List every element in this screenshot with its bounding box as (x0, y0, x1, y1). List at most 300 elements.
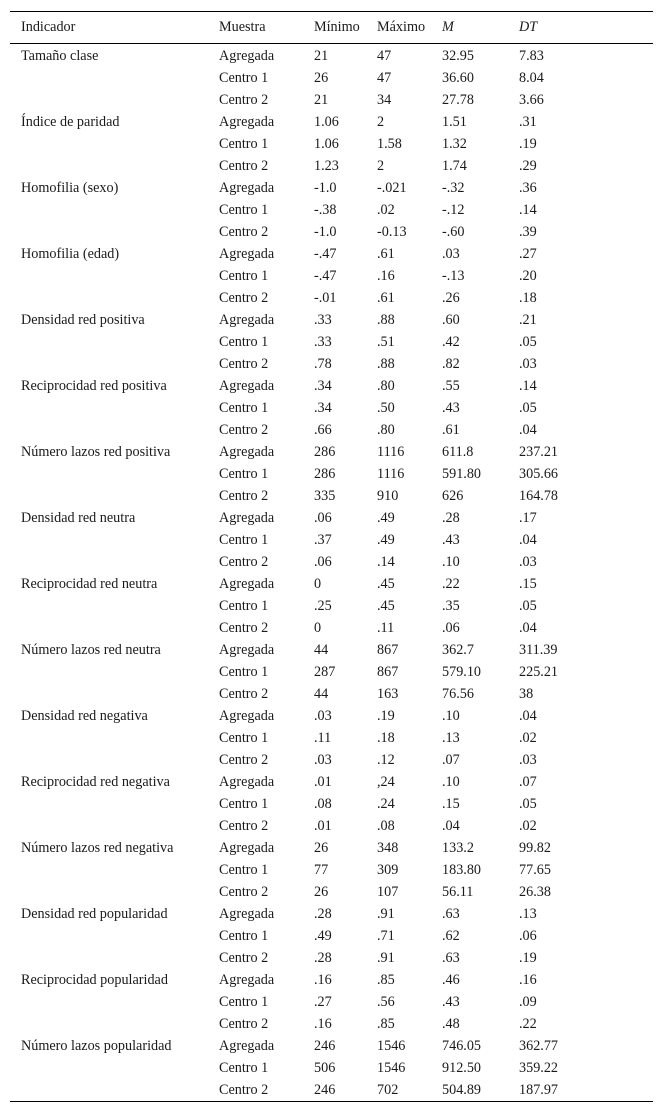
cell-mean: 504.89 (442, 1081, 482, 1098)
cell-muestra: Agregada (219, 443, 275, 460)
cell-minimo: 286 (314, 465, 336, 482)
cell-indicador (10, 815, 208, 837)
cell-muestra: Agregada (219, 839, 275, 856)
cell-minimo: 44 (314, 641, 329, 658)
cell-indicador (10, 859, 208, 881)
cell-indicador (10, 419, 208, 441)
cell-muestra: Centro 1 (219, 795, 269, 812)
cell-minimo: .03 (314, 751, 332, 768)
cell-muestra: Agregada (219, 1037, 275, 1054)
table-row (10, 881, 653, 903)
cell-std-dev: 359.22 (519, 1059, 559, 1076)
table-row (10, 331, 653, 353)
cell-mean: 912.50 (442, 1059, 482, 1076)
cell-indicador (10, 551, 208, 573)
cell-indicador: Número lazos red neutra (21, 641, 161, 658)
table-row (10, 221, 653, 243)
cell-minimo: 335 (314, 487, 336, 504)
cell-mean: .82 (442, 355, 460, 372)
table-row (10, 947, 653, 969)
cell-maximo: .91 (377, 949, 395, 966)
cell-minimo: .01 (314, 773, 332, 790)
cell-indicador (10, 133, 208, 155)
cell-mean: 76.56 (442, 685, 474, 702)
table-row (10, 859, 653, 881)
cell-mean: 579.10 (442, 663, 482, 680)
table-row (10, 793, 653, 815)
cell-std-dev: .05 (519, 333, 537, 350)
cell-indicador (10, 221, 208, 243)
cell-maximo: 1116 (377, 443, 405, 460)
cell-std-dev: .04 (519, 619, 537, 636)
header-muestra: Muestra (219, 19, 266, 35)
cell-minimo: 287 (314, 663, 336, 680)
cell-maximo: .88 (377, 355, 395, 372)
cell-maximo: 163 (377, 685, 399, 702)
cell-minimo: -.47 (314, 245, 337, 262)
cell-maximo: .61 (377, 289, 395, 306)
cell-minimo: .11 (314, 729, 332, 746)
table-row (10, 815, 653, 837)
header-maximo: Máximo (377, 19, 426, 35)
cell-indicador (10, 727, 208, 749)
table-row (10, 243, 653, 265)
cell-maximo: ,24 (377, 773, 395, 790)
cell-indicador (10, 485, 208, 507)
cell-muestra: Centro 2 (219, 883, 269, 900)
cell-std-dev: .29 (519, 157, 537, 174)
cell-std-dev: .22 (519, 1015, 537, 1032)
cell-maximo: .18 (377, 729, 395, 746)
table-row (10, 1035, 653, 1057)
cell-maximo: .91 (377, 905, 395, 922)
cell-std-dev: .03 (519, 751, 537, 768)
cell-minimo: .08 (314, 795, 332, 812)
cell-std-dev: .20 (519, 267, 537, 284)
cell-indicador (10, 881, 208, 903)
cell-minimo: -1.0 (314, 179, 337, 196)
cell-indicador: Homofilia (sexo) (21, 179, 119, 196)
table-row (10, 463, 653, 485)
cell-muestra: Agregada (219, 377, 275, 394)
cell-mean: .26 (442, 289, 460, 306)
cell-mean: -.60 (442, 223, 465, 240)
table-row (10, 44, 653, 68)
cell-minimo: 1.06 (314, 113, 339, 130)
cell-maximo: 47 (377, 69, 392, 86)
cell-maximo: 309 (377, 861, 399, 878)
cell-indicador (10, 155, 208, 177)
header-minimo: Mínimo (314, 19, 360, 35)
table-row (10, 925, 653, 947)
cell-muestra: Centro 1 (219, 597, 269, 614)
cell-maximo: .80 (377, 421, 395, 438)
cell-muestra: Agregada (219, 47, 275, 64)
header-mean: M (442, 19, 454, 35)
cell-std-dev: 237.21 (519, 443, 559, 460)
cell-indicador (10, 793, 208, 815)
cell-maximo: .12 (377, 751, 395, 768)
cell-muestra: Centro 2 (219, 91, 269, 108)
cell-std-dev: 26.38 (519, 883, 551, 900)
cell-mean: 626 (442, 487, 464, 504)
table-row (10, 639, 653, 661)
table-row (10, 155, 653, 177)
cell-indicador: Número lazos popularidad (21, 1037, 172, 1054)
cell-maximo: 34 (377, 91, 392, 108)
table-row (10, 265, 653, 287)
cell-minimo: 21 (314, 91, 329, 108)
cell-minimo: -.01 (314, 289, 337, 306)
cell-minimo: .28 (314, 949, 332, 966)
cell-muestra: Centro 1 (219, 927, 269, 944)
table-row (10, 177, 653, 199)
cell-maximo: 2 (377, 113, 385, 130)
cell-maximo: 348 (377, 839, 399, 856)
cell-mean: 1.51 (442, 113, 467, 130)
cell-indicador (10, 265, 208, 287)
cell-minimo: .34 (314, 377, 332, 394)
cell-maximo: 47 (377, 47, 392, 64)
cell-minimo: .06 (314, 509, 332, 526)
cell-muestra: Agregada (219, 311, 275, 328)
cell-muestra: Agregada (219, 641, 275, 658)
cell-indicador (10, 287, 208, 309)
cell-maximo: .49 (377, 509, 395, 526)
cell-maximo: .51 (377, 333, 395, 350)
cell-minimo: -.47 (314, 267, 337, 284)
table-row (10, 727, 653, 749)
cell-mean: .35 (442, 597, 460, 614)
table-row (10, 67, 653, 89)
table-row (10, 1079, 653, 1102)
cell-indicador (10, 1057, 208, 1079)
cell-maximo: .61 (377, 245, 395, 262)
cell-minimo: .03 (314, 707, 332, 724)
cell-std-dev: 99.82 (519, 839, 551, 856)
table-header (10, 12, 653, 44)
cell-mean: 56.11 (442, 883, 474, 900)
cell-muestra: Agregada (219, 575, 275, 592)
cell-indicador (10, 89, 208, 111)
cell-mean: .06 (442, 619, 460, 636)
cell-mean: 611.8 (442, 443, 474, 460)
table-row (10, 837, 653, 859)
cell-mean: .61 (442, 421, 460, 438)
cell-minimo: .49 (314, 927, 332, 944)
cell-indicador: Reciprocidad red neutra (21, 575, 158, 592)
cell-maximo: .45 (377, 597, 395, 614)
cell-std-dev: .14 (519, 201, 537, 218)
cell-mean: .43 (442, 399, 460, 416)
cell-std-dev: 362.77 (519, 1037, 559, 1054)
table-row (10, 199, 653, 221)
cell-std-dev: .14 (519, 377, 537, 394)
table-row (10, 111, 653, 133)
cell-indicador (10, 331, 208, 353)
cell-muestra: Centro 1 (219, 69, 269, 86)
table-body (10, 44, 653, 1102)
cell-mean: .43 (442, 993, 460, 1010)
cell-minimo: .06 (314, 553, 332, 570)
cell-minimo: 26 (314, 839, 329, 856)
cell-mean: -.12 (442, 201, 465, 218)
cell-maximo: 867 (377, 641, 399, 658)
table-row (10, 419, 653, 441)
cell-std-dev: .02 (519, 729, 537, 746)
cell-mean: .63 (442, 949, 460, 966)
cell-maximo: .11 (377, 619, 395, 636)
cell-indicador (10, 991, 208, 1013)
cell-indicador (10, 661, 208, 683)
cell-mean: 32.95 (442, 47, 474, 64)
cell-maximo: .19 (377, 707, 395, 724)
cell-mean: 27.78 (442, 91, 474, 108)
table-row (10, 485, 653, 507)
table-row (10, 309, 653, 331)
cell-maximo: .16 (377, 267, 395, 284)
table-row (10, 375, 653, 397)
cell-indicador: Homofilia (edad) (21, 245, 120, 262)
cell-indicador: Densidad red neutra (21, 509, 136, 526)
table-row (10, 133, 653, 155)
cell-std-dev: .13 (519, 905, 537, 922)
cell-indicador (10, 749, 208, 771)
cell-muestra: Centro 2 (219, 223, 269, 240)
cell-muestra: Centro 2 (219, 553, 269, 570)
cell-indicador: Número lazos red positiva (21, 443, 171, 460)
cell-maximo: .50 (377, 399, 395, 416)
cell-minimo: .16 (314, 1015, 332, 1032)
cell-maximo: .45 (377, 575, 395, 592)
cell-std-dev: .36 (519, 179, 537, 196)
cell-muestra: Centro 1 (219, 729, 269, 746)
cell-indicador (10, 683, 208, 705)
cell-mean: 746.05 (442, 1037, 482, 1054)
cell-std-dev: .05 (519, 597, 537, 614)
cell-minimo: .33 (314, 333, 332, 350)
cell-std-dev: 305.66 (519, 465, 559, 482)
cell-indicador (10, 463, 208, 485)
cell-std-dev: .05 (519, 795, 537, 812)
cell-std-dev: .27 (519, 245, 537, 262)
cell-indicador (10, 397, 208, 419)
cell-mean: -.32 (442, 179, 465, 196)
cell-muestra: Centro 1 (219, 135, 269, 152)
cell-indicador: Reciprocidad red negativa (21, 773, 170, 790)
cell-std-dev: 225.21 (519, 663, 559, 680)
cell-muestra: Centro 1 (219, 201, 269, 218)
table-row (10, 507, 653, 529)
cell-mean: .10 (442, 773, 460, 790)
cell-indicador: Reciprocidad popularidad (21, 971, 168, 988)
table-row (10, 749, 653, 771)
table-row (10, 705, 653, 727)
cell-maximo: 867 (377, 663, 399, 680)
cell-indicador (10, 617, 208, 639)
cell-maximo: -0.13 (377, 223, 407, 240)
cell-maximo: 2 (377, 157, 385, 174)
cell-muestra: Centro 1 (219, 993, 269, 1010)
cell-minimo: 26 (314, 69, 329, 86)
table-row (10, 617, 653, 639)
cell-mean: .22 (442, 575, 460, 592)
cell-indicador (10, 353, 208, 375)
cell-std-dev: .02 (519, 817, 537, 834)
cell-minimo: 21 (314, 47, 329, 64)
table-row (10, 397, 653, 419)
cell-minimo: 246 (314, 1037, 336, 1054)
cell-minimo: 77 (314, 861, 329, 878)
cell-maximo: .88 (377, 311, 395, 328)
cell-muestra: Agregada (219, 179, 275, 196)
cell-std-dev: .04 (519, 531, 537, 548)
cell-mean: .04 (442, 817, 460, 834)
cell-maximo: 1546 (377, 1059, 406, 1076)
cell-maximo: .56 (377, 993, 395, 1010)
cell-std-dev: .04 (519, 421, 537, 438)
cell-muestra: Centro 2 (219, 685, 269, 702)
cell-minimo: 0 (314, 619, 322, 636)
cell-muestra: Centro 2 (219, 1015, 269, 1032)
cell-mean: .07 (442, 751, 460, 768)
cell-muestra: Centro 1 (219, 861, 269, 878)
cell-minimo: -1.0 (314, 223, 337, 240)
data-table-container (10, 11, 653, 1102)
cell-minimo: .78 (314, 355, 332, 372)
header-std-dev: DT (519, 19, 538, 35)
cell-minimo: 246 (314, 1081, 336, 1098)
cell-muestra: Centro 2 (219, 355, 269, 372)
table-row (10, 551, 653, 573)
cell-indicador (10, 1079, 208, 1102)
table-row (10, 595, 653, 617)
cell-std-dev: 164.78 (519, 487, 559, 504)
cell-std-dev: .15 (519, 575, 537, 592)
cell-mean: .43 (442, 531, 460, 548)
cell-muestra: Centro 1 (219, 663, 269, 680)
cell-std-dev: .18 (519, 289, 537, 306)
cell-maximo: 1116 (377, 465, 405, 482)
cell-mean: 1.74 (442, 157, 467, 174)
cell-muestra: Agregada (219, 971, 275, 988)
cell-minimo: .33 (314, 311, 332, 328)
cell-minimo: .25 (314, 597, 332, 614)
cell-indicador (10, 529, 208, 551)
cell-std-dev: 311.39 (519, 641, 558, 658)
cell-minimo: .66 (314, 421, 332, 438)
cell-std-dev: .03 (519, 355, 537, 372)
cell-mean: 133.2 (442, 839, 474, 856)
cell-muestra: Agregada (219, 905, 275, 922)
cell-minimo: .27 (314, 993, 332, 1010)
cell-minimo: 1.23 (314, 157, 339, 174)
table-row (10, 1013, 653, 1035)
cell-maximo: .02 (377, 201, 395, 218)
cell-indicador (10, 595, 208, 617)
cell-maximo: 107 (377, 883, 399, 900)
table-row (10, 89, 653, 111)
table-row (10, 353, 653, 375)
table-row (10, 529, 653, 551)
cell-maximo: .24 (377, 795, 395, 812)
cell-mean: .42 (442, 333, 460, 350)
cell-muestra: Centro 1 (219, 399, 269, 416)
cell-minimo: .16 (314, 971, 332, 988)
cell-std-dev: 187.97 (519, 1081, 559, 1098)
cell-mean: 183.80 (442, 861, 482, 878)
cell-maximo: 910 (377, 487, 399, 504)
cell-muestra: Agregada (219, 707, 275, 724)
header-indicador: Indicador (21, 19, 76, 35)
cell-indicador (10, 925, 208, 947)
cell-indicador: Densidad red popularidad (21, 905, 168, 922)
cell-mean: .62 (442, 927, 460, 944)
cell-minimo: 26 (314, 883, 329, 900)
cell-std-dev: .39 (519, 223, 537, 240)
cell-mean: .63 (442, 905, 460, 922)
cell-indicador: Número lazos red negativa (21, 839, 174, 856)
cell-maximo: .85 (377, 971, 395, 988)
cell-mean: .46 (442, 971, 460, 988)
cell-maximo: -.021 (377, 179, 407, 196)
cell-muestra: Agregada (219, 113, 275, 130)
cell-std-dev: .06 (519, 927, 537, 944)
cell-indicador: Tamaño clase (21, 47, 99, 64)
table-row (10, 903, 653, 925)
cell-maximo: 1546 (377, 1037, 406, 1054)
cell-mean: .48 (442, 1015, 460, 1032)
cell-minimo: 44 (314, 685, 329, 702)
cell-muestra: Centro 1 (219, 1059, 269, 1076)
cell-muestra: Centro 1 (219, 531, 269, 548)
cell-muestra: Centro 2 (219, 289, 269, 306)
cell-mean: 1.32 (442, 135, 467, 152)
cell-muestra: Centro 2 (219, 751, 269, 768)
cell-indicador (10, 1013, 208, 1035)
cell-muestra: Centro 1 (219, 465, 269, 482)
cell-std-dev: .04 (519, 707, 537, 724)
cell-minimo: 1.06 (314, 135, 339, 152)
table-row (10, 969, 653, 991)
cell-indicador: Densidad red positiva (21, 311, 145, 328)
cell-std-dev: .03 (519, 553, 537, 570)
cell-muestra: Agregada (219, 773, 275, 790)
cell-std-dev: .17 (519, 509, 537, 526)
cell-maximo: 702 (377, 1081, 399, 1098)
cell-muestra: Centro 2 (219, 421, 269, 438)
cell-mean: -.13 (442, 267, 465, 284)
cell-std-dev: 7.83 (519, 47, 544, 64)
cell-indicador (10, 947, 208, 969)
table-row (10, 441, 653, 463)
table-row (10, 991, 653, 1013)
cell-std-dev: .19 (519, 949, 537, 966)
cell-muestra: Agregada (219, 245, 275, 262)
cell-indicador: Densidad red negativa (21, 707, 148, 724)
cell-muestra: Agregada (219, 509, 275, 526)
cell-minimo: .01 (314, 817, 332, 834)
table-row (10, 661, 653, 683)
cell-std-dev: .05 (519, 399, 537, 416)
cell-mean: 362.7 (442, 641, 474, 658)
cell-maximo: .14 (377, 553, 395, 570)
cell-maximo: .49 (377, 531, 395, 548)
cell-minimo: 506 (314, 1059, 336, 1076)
cell-maximo: .08 (377, 817, 395, 834)
cell-muestra: Centro 1 (219, 333, 269, 350)
cell-std-dev: .21 (519, 311, 537, 328)
